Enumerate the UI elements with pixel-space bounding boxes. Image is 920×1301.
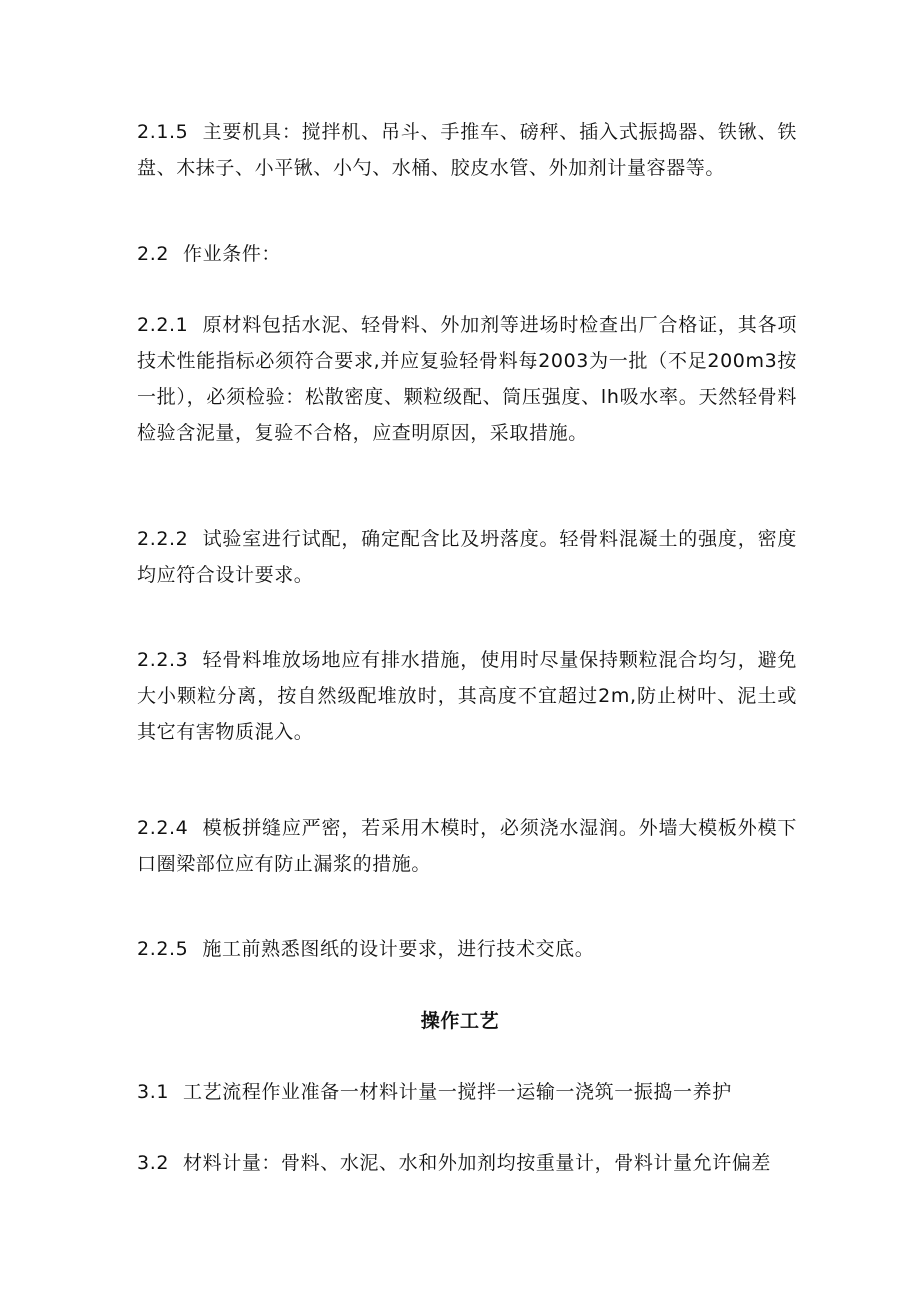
paragraph-3-1 — [137, 1074, 797, 1110]
paragraph-2-2-3 — [137, 642, 797, 750]
section-number: 2.2.2 — [137, 528, 189, 550]
paragraph-text: 工艺流程作业准备一材料计量一搅拌一运输一浇筑一振捣一养护 — [183, 1081, 732, 1103]
section-number: 3.1 — [137, 1081, 170, 1103]
section-number: 2.2.5 — [137, 938, 189, 960]
paragraph-2-2-2 — [137, 521, 797, 593]
paragraph-text: 轻骨料堆放场地应有排水措施，使用时尽量保持颗粒混合均匀，避免大小颗粒分离，按自然级配堆放时，其高度不宜超过2m,防止树叶、泥土或其它有害物质混入。 — [137, 649, 797, 743]
section-number: 3.2 — [137, 1152, 170, 1174]
paragraph-text: 模板拼缝应严密，若采用木模时，必须浇水湿润。外墙大模板外模下口圈梁部位应有防止漏浆的措施。 — [137, 817, 797, 875]
section-number: 2.2 — [137, 243, 170, 265]
paragraph-text: 原材料包括水泥、轻骨料、外加剂等进场时检查出厂合格证，其各项技术性能指标必须符合要求,并应复验轻骨料每2003为一批（不足200m3按一批），必须检验：松散密度、颗粒级配、筒压强度、lh吸水率。天然轻骨料检验含泥量，复验不合格，应查明原因，采取措施。 — [137, 314, 797, 444]
paragraph-2-2-5 — [137, 931, 797, 967]
paragraph-text: 材料计量：骨料、水泥、水和外加剂均按重量计，骨料计量允许偏差 — [183, 1152, 772, 1174]
paragraph-2-2-1 — [137, 307, 797, 451]
paragraph-2-2 — [137, 236, 797, 272]
paragraph-text: 试验室进行试配，确定配含比及坍落度。轻骨料混凝土的强度，密度均应符合设计要求。 — [137, 528, 797, 586]
section-number: 2.1.5 — [137, 121, 189, 143]
section-number: 2.2.4 — [137, 817, 189, 839]
paragraph-2-1-5 — [137, 114, 797, 186]
section-heading: 操作工艺 — [420, 1010, 500, 1032]
paragraph-3-2 — [137, 1145, 797, 1181]
section-number: 2.2.1 — [137, 314, 189, 336]
paragraph-text: 主要机具：搅拌机、吊斗、手推车、磅秤、插入式振捣器、铁锹、铁盘、木抹子、小平锹、小勺、水桶、胶皮水管、外加剂计量容器等。 — [137, 121, 797, 179]
paragraph-text: 作业条件： — [183, 243, 282, 265]
paragraph-2-2-4 — [137, 810, 797, 882]
section-number: 2.2.3 — [137, 649, 189, 671]
paragraph-text: 施工前熟悉图纸的设计要求，进行技术交底。 — [202, 938, 595, 960]
